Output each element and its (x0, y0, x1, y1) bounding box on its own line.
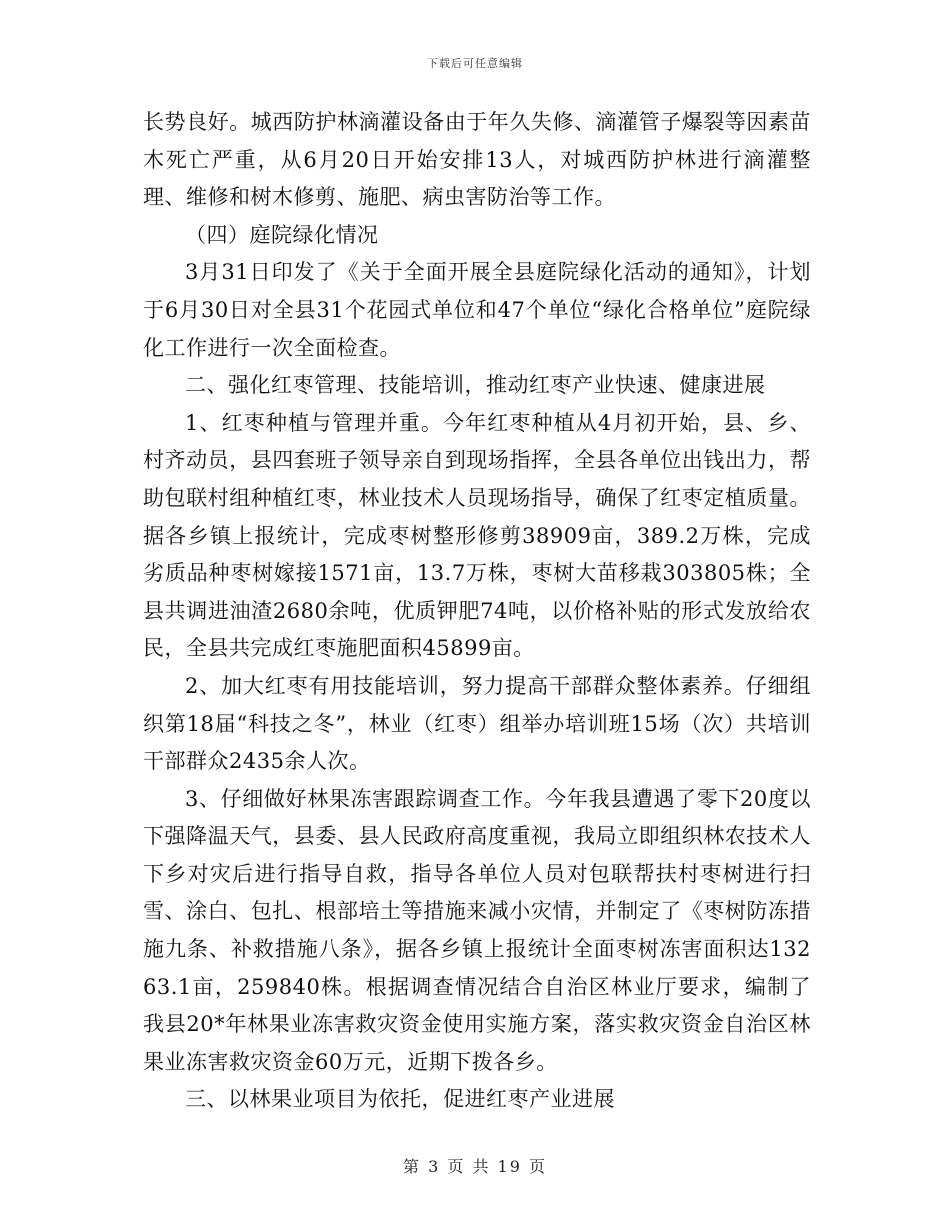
paragraph-frost-damage: 3、仔细做好林果冻害跟踪调查工作。今年我县遭遇了零下20度以下强降温天气，县委、县人民政府高度重视，我局立即组织林农技术人下乡对灾后进行指导自救，指导各单位人员对包联帮扶村枣树进行扫雪、涂白、包扎、根部培土等措施来减小灾情，并制定了《枣树防冻措施九条、补救措施八条》，据各乡镇上报统计全面枣树冻害面积达13263.1亩，259840株。根据调查情况结合自治区林业厅要求，编制了我县20*年林果业冻害救灾资金使用实施方案，落实救灾资金自治区林果业冻害救灾资金60万元，近期下拨各乡。 (143, 786, 811, 1074)
paragraph-courtyard-notice: 3月31日印发了《关于全面开展全县庭院绿化活动的通知》，计划于6月30日对全县31个花园式单位和47个单位“绿化合格单位”庭院绿化工作进行一次全面检查。 (143, 260, 811, 360)
paragraph-continuation: 长势良好。城西防护林滴灌设备由于年久失修、滴灌管子爆裂等因素苗木死亡严重，从6月20日开始安排13人，对城西防护林进行滴灌整理、维修和树木修剪、施肥、病虫害防治等工作。 (143, 110, 811, 210)
document-body (143, 104, 811, 1119)
paragraph-jujube-training: 2、加大红枣有用技能培训，努力提高干部群众整体素养。仔细组织第18届“科技之冬”，林业（红枣）组举办培训班15场（次）共培训干部群众2435余人次。 (143, 673, 811, 774)
page-footer: 第 3 页 共 19 页 (403, 1157, 547, 1176)
heading-section-two: 二、强化红枣管理、技能培训，推动红枣产业快速、健康进展 (185, 373, 766, 398)
paragraph-jujube-planting: 1、红枣种植与管理并重。今年红枣种植从4月初开始，县、乡、村齐动员，县四套班子领导亲自到现场指挥，全县各单位出钱出力，帮助包联村组种植红枣，林业技术人员现场指导，确保了红枣定植质量。据各乡镇上报统计，完成枣树整形修剪38909亩，389.2万株，完成劣质品种枣树嫁接1571亩，13.7万株，枣树大苗移栽303805株；全县共调进油渣2680余吨，优质钾肥74吨，以价格补贴的形式发放给农民，全县共完成红枣施肥面积45899亩。 (143, 410, 811, 661)
heading-section-three: 三、以林果业项目为依托，促进红枣产业进展 (185, 1087, 615, 1112)
subheading-courtyard-greening: （四）庭院绿化情况 (185, 222, 379, 247)
page-header: 下载后可任意编辑 (427, 57, 523, 70)
